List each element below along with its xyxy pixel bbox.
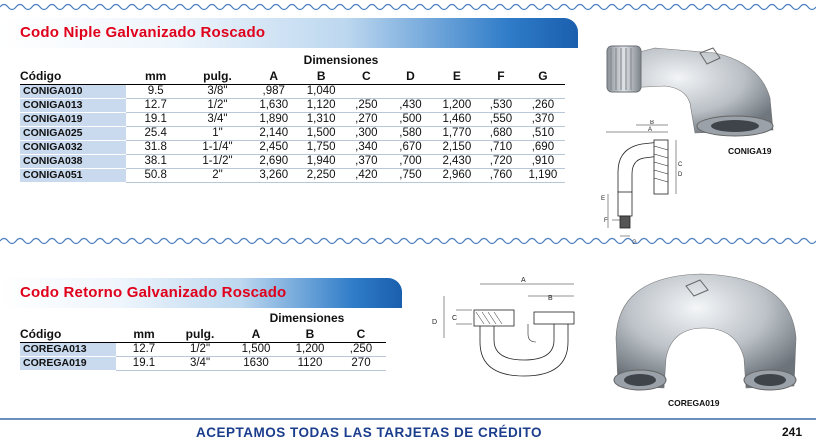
- coniga-photo-label: CONIGA19: [728, 146, 772, 156]
- col-header-codigo: Código: [20, 68, 126, 85]
- table-cell: ,550: [481, 113, 521, 127]
- table-cell: [521, 85, 565, 99]
- table-cell: 2,250: [298, 169, 344, 183]
- diagram2-label-b: B: [548, 295, 553, 302]
- corega-photo-label: COREGA019: [668, 398, 720, 408]
- table-cell: ,270: [344, 113, 388, 127]
- col-header-codigo-2: Código: [20, 326, 116, 343]
- table-cell: ,300: [344, 127, 388, 141]
- col-header-b-2: B: [284, 326, 336, 343]
- table-row: [20, 343, 386, 357]
- product-code-cell: CONIGA051: [20, 169, 126, 183]
- col-header-c-2: C: [336, 326, 386, 343]
- product-code-cell: CONIGA013: [20, 99, 126, 113]
- table-cell: 12.7: [126, 99, 186, 113]
- product-code-cell: CONIGA010: [20, 85, 126, 99]
- table-cell: [481, 85, 521, 99]
- table-cell: 2": [185, 169, 249, 183]
- page-number: 241: [782, 425, 803, 439]
- table-cell: 19.1: [126, 113, 186, 127]
- table-cell: 1630: [228, 357, 284, 371]
- col-header-c: C: [344, 68, 388, 85]
- table-cell: 1,200: [284, 343, 336, 357]
- section2-title: Codo Retorno Galvanizado Roscado: [20, 284, 287, 301]
- table-cell: ,910: [521, 155, 565, 169]
- table-cell: 31.8: [126, 141, 186, 155]
- table-row: [20, 127, 565, 141]
- section2-group-header: Dimensiones: [269, 311, 345, 325]
- table-cell: ,250: [336, 343, 386, 357]
- table-cell: 19.1: [116, 357, 172, 371]
- table-cell: 2,960: [433, 169, 482, 183]
- col-header-pulg-2: pulg.: [172, 326, 228, 343]
- table-cell: 1,310: [298, 113, 344, 127]
- table-row: [20, 155, 565, 169]
- diagram1-label-d: D: [678, 172, 683, 178]
- table-cell: 1,500: [228, 343, 284, 357]
- table-cell: 1,750: [298, 141, 344, 155]
- table-cell: 12.7: [116, 343, 172, 357]
- section1-group-header: Dimensiones: [303, 53, 379, 67]
- table-cell: ,720: [481, 155, 521, 169]
- table-cell: 2,140: [249, 127, 298, 141]
- table-cell: 3/4": [185, 113, 249, 127]
- table-cell: 1,460: [433, 113, 482, 127]
- col-header-mm-2: mm: [116, 326, 172, 343]
- footer-text: ACEPTAMOS TODAS LAS TARJETAS DE CRÉDITO: [196, 425, 543, 440]
- table-cell: 1,770: [433, 127, 482, 141]
- diagram1-label-a: A: [648, 127, 653, 133]
- table-cell: 25.4: [126, 127, 186, 141]
- corega-dimension-diagram: [424, 272, 594, 384]
- table-cell: 1,190: [521, 169, 565, 183]
- col-header-mm: mm: [126, 68, 186, 85]
- table-cell: 2,430: [433, 155, 482, 169]
- table-cell: ,370: [521, 113, 565, 127]
- table-cell: ,760: [481, 169, 521, 183]
- product-code-cell: COREGA013: [20, 343, 116, 357]
- table-cell: 1,120: [298, 99, 344, 113]
- col-header-e: E: [433, 68, 482, 85]
- table-cell: ,500: [388, 113, 432, 127]
- table-cell: ,370: [344, 155, 388, 169]
- col-header-g: G: [521, 68, 565, 85]
- diagram1-label-f: F: [604, 218, 608, 224]
- table-cell: 3/8": [185, 85, 249, 99]
- table-cell: 270: [336, 357, 386, 371]
- col-header-a: A: [249, 68, 298, 85]
- table-cell: 3,260: [249, 169, 298, 183]
- table-cell: 1/2": [185, 99, 249, 113]
- footer-divider: [0, 418, 816, 420]
- decorative-wave-top: [0, 2, 816, 12]
- product-code-cell: CONIGA038: [20, 155, 126, 169]
- table-cell: ,250: [344, 99, 388, 113]
- table-cell: 38.1: [126, 155, 186, 169]
- table-row: [20, 357, 386, 371]
- product-code-cell: CONIGA025: [20, 127, 126, 141]
- table-cell: 1,890: [249, 113, 298, 127]
- table-cell: ,680: [481, 127, 521, 141]
- table-cell: ,530: [481, 99, 521, 113]
- section1-title: Codo Niple Galvanizado Roscado: [20, 24, 266, 41]
- col-header-d: D: [388, 68, 432, 85]
- table-cell: ,260: [521, 99, 565, 113]
- diagram2-label-c: C: [452, 315, 458, 322]
- table-cell: 2,150: [433, 141, 482, 155]
- table-row: [20, 113, 565, 127]
- table-cell: 3/4": [172, 357, 228, 371]
- section2-table-body: [20, 343, 386, 371]
- table-cell: 1,040: [298, 85, 344, 99]
- table-cell: 1120: [284, 357, 336, 371]
- table-cell: ,430: [388, 99, 432, 113]
- table-cell: ,510: [521, 127, 565, 141]
- table-cell: 50.8: [126, 169, 186, 183]
- section1-table-body: [20, 85, 565, 183]
- table-cell: 1,200: [433, 99, 482, 113]
- table-cell: 1,500: [298, 127, 344, 141]
- table-cell: 2,450: [249, 141, 298, 155]
- product-code-cell: CONIGA019: [20, 113, 126, 127]
- table-row: [20, 141, 565, 155]
- diagram1-label-c: C: [678, 162, 683, 168]
- section1-table: [20, 52, 565, 183]
- table-cell: 1-1/2": [185, 155, 249, 169]
- table-cell: ,580: [388, 127, 432, 141]
- table-cell: 1-1/4": [185, 141, 249, 155]
- diagram2-label-d: D: [432, 319, 438, 326]
- diagram1-label-g: G: [632, 240, 637, 246]
- diagram2-label-a: A: [521, 277, 526, 284]
- table-row: [20, 99, 565, 113]
- diagram1-label-b: B: [650, 120, 655, 126]
- table-cell: ,700: [388, 155, 432, 169]
- diagram1-label-e: E: [601, 196, 606, 202]
- table-cell: 2,690: [249, 155, 298, 169]
- decorative-wave-middle: [0, 236, 816, 246]
- table-cell: 1/2": [172, 343, 228, 357]
- table-cell: [388, 85, 432, 99]
- table-cell: ,420: [344, 169, 388, 183]
- col-header-a-2: A: [228, 326, 284, 343]
- table-cell: ,670: [388, 141, 432, 155]
- table-cell: ,690: [521, 141, 565, 155]
- col-header-f: F: [481, 68, 521, 85]
- table-row: [20, 85, 565, 99]
- col-header-pulg: pulg.: [185, 68, 249, 85]
- product-code-cell: CONIGA032: [20, 141, 126, 155]
- table-cell: 1": [185, 127, 249, 141]
- table-cell: ,340: [344, 141, 388, 155]
- table-cell: 9.5: [126, 85, 186, 99]
- table-cell: ,750: [388, 169, 432, 183]
- table-row: [20, 169, 565, 183]
- corega-photo: [596, 268, 810, 396]
- col-header-b: B: [298, 68, 344, 85]
- table-cell: ,710: [481, 141, 521, 155]
- product-code-cell: COREGA019: [20, 357, 116, 371]
- table-cell: 1,630: [249, 99, 298, 113]
- table-cell: [433, 85, 482, 99]
- table-cell: [344, 85, 388, 99]
- section2-table: [20, 310, 386, 371]
- table-cell: ,987: [249, 85, 298, 99]
- table-cell: 1,940: [298, 155, 344, 169]
- coniga-dimension-diagram: [596, 120, 706, 248]
